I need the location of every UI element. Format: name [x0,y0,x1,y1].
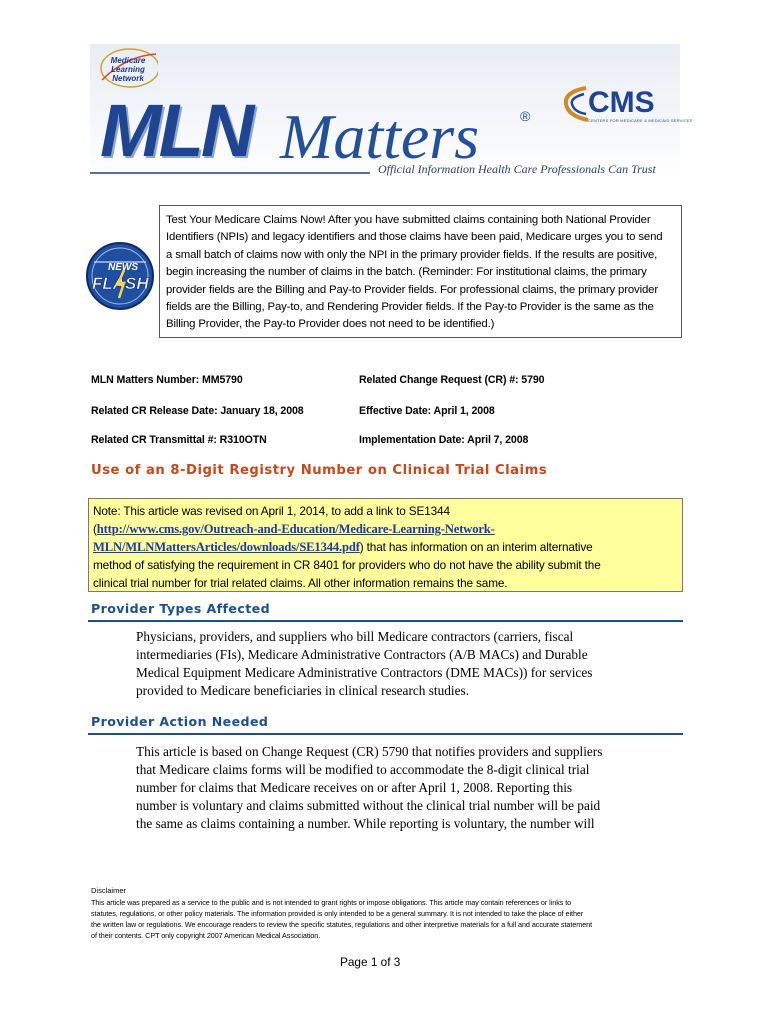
banner-divider [90,172,370,174]
cms-swoosh-icon [560,84,590,124]
provider-action-body [136,743,676,833]
implementation-date: Implementation Date: April 7, 2008 [359,434,529,446]
revision-link-open-paren: ( [93,522,97,536]
logo-line-medicare: Medicare [110,56,146,65]
disclaimer-title: Disclaimer [91,886,127,895]
revision-note-link-line [93,520,678,538]
mln-wordmark: MLN [100,89,252,172]
revision-note-line: ) that has information on an interim alternative [359,540,593,554]
disclaimer-line: the written law or regulations. We encourage readers to review the specific statutes, regulations and other interpretive materials for a full and accurate statement [91,920,593,929]
provider-action-line: the same as claims containing a number. While reporting is voluntary, the number will [136,816,595,831]
news-flash-line: Test Your Medicare Claims Now! After you have submitted claims containing both National Provider [166,214,651,226]
provider-action-line: This article is based on Change Request (CR) 5790 that notifies providers and suppliers [136,744,603,759]
registered-mark: ® [520,108,531,124]
effective-date: Effective Date: April 1, 2008 [359,405,495,417]
news-flash-line: Billing Provider, the Pay-to Provider does not need to be identified.) [166,318,495,331]
section-divider [88,620,683,622]
related-change-request: Related Change Request (CR) #: 5790 [359,374,545,386]
cms-logo [560,82,693,130]
provider-types-line: intermediaries (FIs), Medicare Administrative Contractors (A/B MACs) and Durable [136,647,588,662]
disclaimer-line: This article was prepared as a service to the public and is not intended to grant rights or impose obligations. This article may contain references or links to [91,898,572,907]
revision-note-line: Note: This article was revised on April 1, 2014, to add a link to SE1344 [93,504,450,518]
news-flash-line: provider fields are the Billing and Pay-to Provider fields. For professional claims, the primary provider [166,283,658,296]
se1344-link-continued[interactable]: MLN/MLNMattersArticles/downloads/SE1344.pdf [93,540,360,554]
revision-note-line: clinical trial number for trial related claims. All other information remains the same. [93,576,508,590]
news-flash-text [166,212,673,334]
se1344-link[interactable]: http://www.cms.gov/Outreach-and-Education/Medicare-Learning-Network- [96,522,495,536]
provider-action-heading: Provider Action Needed [91,714,269,729]
provider-action-line: number is voluntary and claims submitted without the clinical trial number will be paid [136,798,601,813]
matters-wordmark: Matters [280,101,480,172]
provider-types-line: Physicians, providers, and suppliers who bill Medicare contractors (carriers, fiscal [136,629,574,644]
revision-note-link-line [93,538,678,556]
page-number: Page 1 of 3 [340,955,401,969]
news-flash-line: fields are the Billing, Pay-to, and Rendering Provider fields. If the Pay-to Provider is the same as the [166,301,654,314]
cms-logo-subtitle: CENTERS FOR MEDICARE & MEDICAID SERVICES [588,118,693,123]
disclaimer-line: of their contents. CPT only copyright 2007 American Medical Association. [91,931,321,940]
provider-types-body [136,628,676,700]
news-flash-line: begin increasing the number of claims in the batch. (Reminder: For institutional claims, the primary [166,266,647,279]
news-flash-notice [159,205,682,338]
news-flash-icon [84,240,156,312]
disclaimer-body [91,897,691,941]
revision-note-line: method of satisfying the requirement in CR 8401 for providers who do not have the ability submit the [93,558,601,572]
cms-logo-text: CMS [588,86,655,119]
article-title: Use of an 8-Digit Registry Number on Clinical Trial Claims [91,463,548,478]
section-divider [88,733,683,735]
banner-tagline: Official Information Health Care Professionals Can Trust [378,162,656,176]
news-flash-line: Identifiers (NPIs) and legacy identifiers and those claims have been paid, Medicare urges you to send [166,231,663,244]
provider-action-line: number for claims that Medicare receives on or after April 1, 2008. Reporting this [136,780,573,795]
revision-note [88,498,683,592]
cr-transmittal: Related CR Transmittal #: R310OTN [91,434,267,446]
logo-line-network: Network [112,74,144,83]
mln-matters-banner [90,44,693,180]
news-flash-line: a small batch of claims now with only the NPI in the primary provider fields. If the results are positive, [166,248,658,261]
mln-matters-number: MLN Matters Number: MM5790 [91,374,243,386]
news-flash-word-flash: FLASH [92,274,149,293]
provider-types-line: Medical Equipment Medicare Administrative Contractors (DME MACs)) for services [136,665,593,680]
news-flash-word-news: NEWS [108,262,138,273]
provider-types-line: provided to Medicare beneficiaries in clinical research studies. [136,683,470,698]
disclaimer-line: statutes, regulations, or other policy materials. The information provided is only intended to be a general summary. It is not intended to take the place of either [91,909,584,918]
cr-release-date: Related CR Release Date: January 18, 2008 [91,405,304,417]
provider-types-heading: Provider Types Affected [91,601,270,616]
provider-action-line: that Medicare claims forms will be modified to accommodate the 8-digit clinical trial [136,762,590,777]
logo-line-learning: Learning [111,65,145,74]
